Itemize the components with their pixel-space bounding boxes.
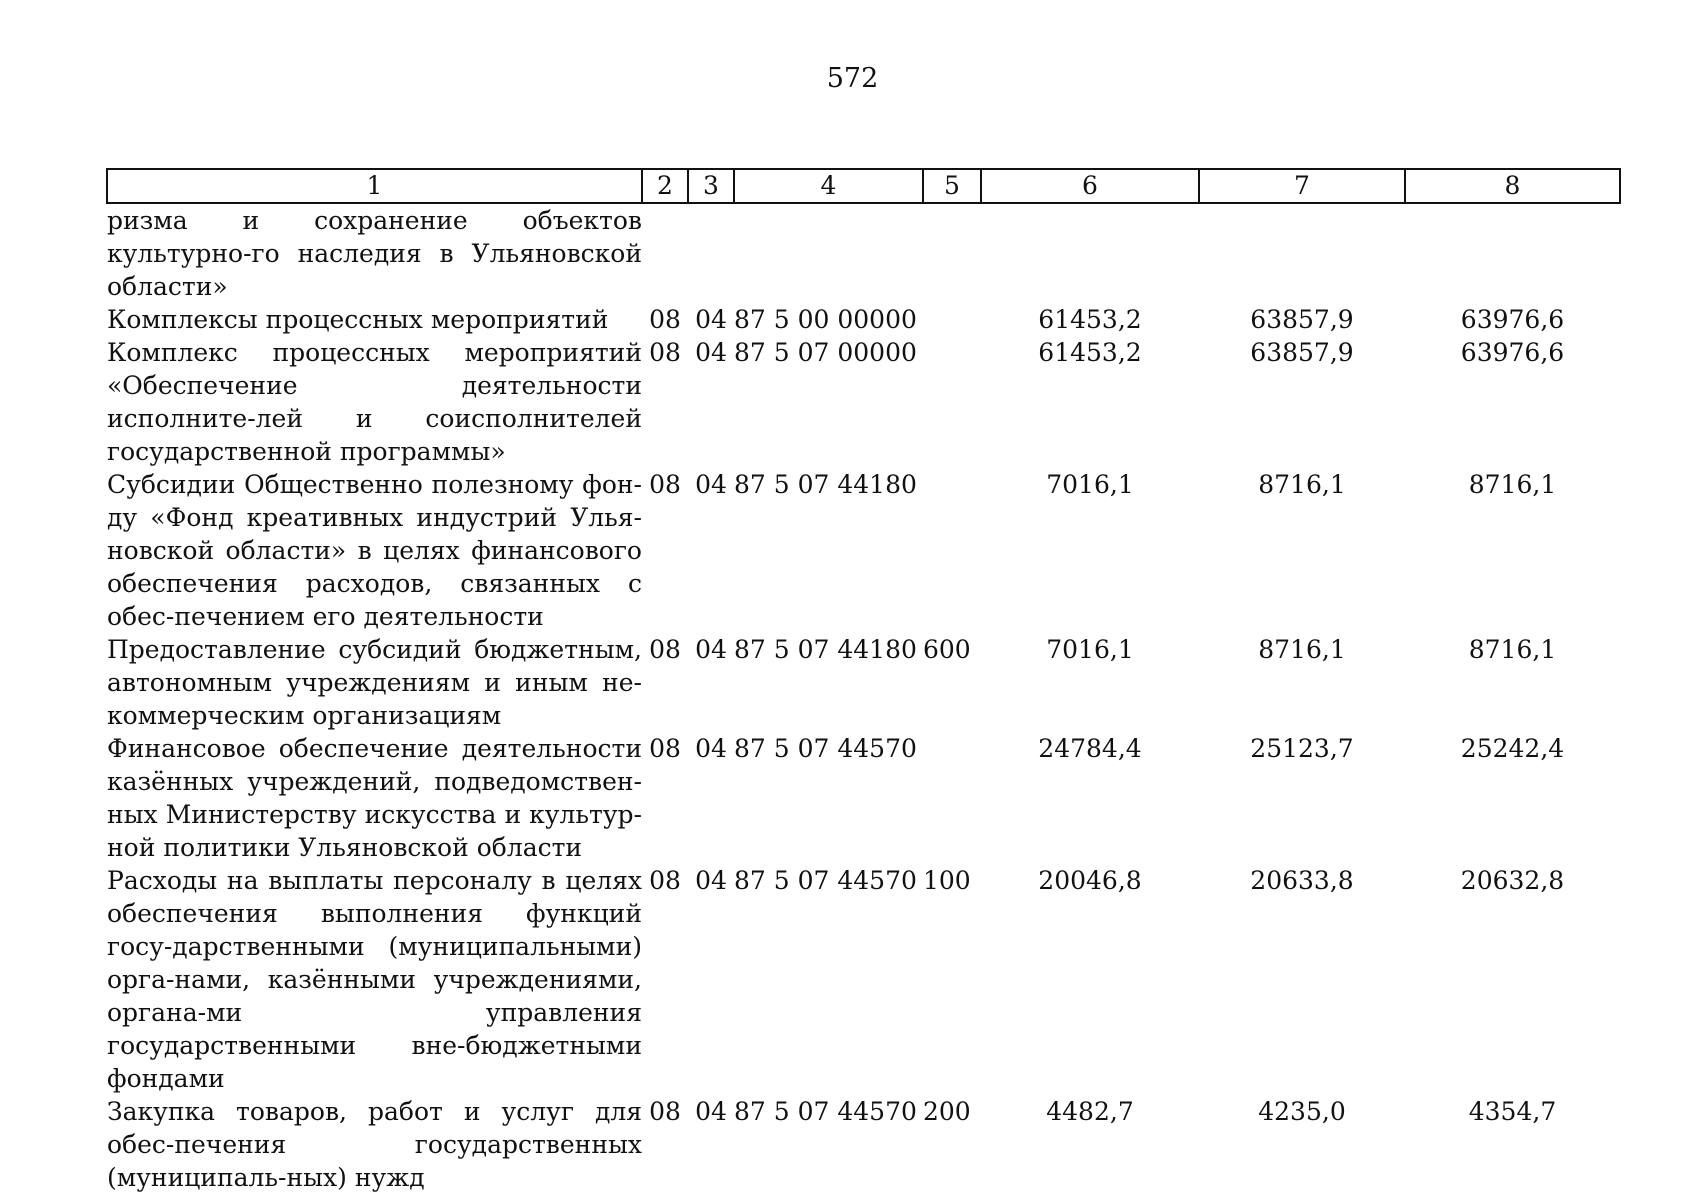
row-subsection: 04 <box>695 470 727 499</box>
row-name: Субсидии Общественно полезному фон-ду «Фонд креативных индустрий Улья-новской области» в целях финансового обеспечения расходов, связанных с обес-печением его деятельности <box>107 470 642 631</box>
row-name: Финансовое обеспечение деятельности казённых учреждений, подведомствен-ных Министерству искусства и культур-ной политики Ульяновской области <box>107 734 642 862</box>
row-name: Комплексы процессных мероприятий <box>107 305 609 334</box>
row-amount-6: 4482,7 <box>1046 1097 1134 1126</box>
table-header <box>107 169 1620 203</box>
row-expense-type <box>923 336 981 468</box>
row-amount-8: 25242,4 <box>1460 734 1565 763</box>
table-row <box>107 203 1620 303</box>
row-section <box>642 203 688 303</box>
header-col-6: 6 <box>981 169 1199 203</box>
row-target-article: 87 5 07 00000 <box>734 338 917 367</box>
header-col-4: 4 <box>734 169 923 203</box>
row-subsection: 04 <box>695 734 727 763</box>
row-amount-8: 8716,1 <box>1468 470 1557 499</box>
row-amount-7: 8716,1 <box>1258 470 1346 499</box>
row-expense-type <box>923 468 981 633</box>
row-subsection: 04 <box>695 338 727 367</box>
row-amount-6: 24784,4 <box>1038 734 1142 763</box>
table-body <box>107 203 1620 1194</box>
row-expense-type: 600 <box>923 635 971 664</box>
row-target-article <box>734 203 923 303</box>
row-name: Комплекс процессных мероприятий «Обеспечение деятельности исполните-лей и соисполнителей государственной программы» <box>107 338 642 466</box>
row-amount-6: 7016,1 <box>1046 635 1134 664</box>
row-subsection: 04 <box>695 305 727 334</box>
row-target-article: 87 5 07 44180 <box>734 470 917 499</box>
row-target-article: 87 5 07 44570 <box>734 734 917 763</box>
table-row <box>107 864 1620 1095</box>
row-target-article: 87 5 07 44180 <box>734 635 917 664</box>
row-amount-7: 25123,7 <box>1250 734 1354 763</box>
row-amount-7: 63857,9 <box>1250 338 1354 367</box>
row-expense-type: 100 <box>923 866 971 895</box>
row-section: 08 <box>649 734 681 763</box>
row-amount-6: 61453,2 <box>1038 305 1142 334</box>
row-name: Закупка товаров, работ и услуг для обес-печения государственных (муниципаль-ных) нужд <box>107 1097 642 1192</box>
row-amount-6 <box>981 203 1199 303</box>
table-row <box>107 303 1620 336</box>
row-amount-8: 8716,1 <box>1468 635 1557 664</box>
row-target-article: 87 5 07 44570 <box>734 866 917 895</box>
header-col-3: 3 <box>688 169 734 203</box>
row-amount-7: 4235,0 <box>1258 1097 1346 1126</box>
row-amount-8: 20632,8 <box>1460 866 1565 895</box>
header-row <box>107 169 1620 203</box>
page-number: 572 <box>826 63 879 94</box>
row-name: Расходы на выплаты персоналу в целях обеспечения выполнения функций госу-дарственными (муниципальными) орга-нами, казёнными учреждениями, органа-ми управления государственными вне-бюджетными фондами <box>107 866 642 1093</box>
row-section: 08 <box>649 1097 681 1126</box>
row-section: 08 <box>649 338 681 367</box>
row-amount-6: 61453,2 <box>1038 338 1142 367</box>
header-col-7: 7 <box>1199 169 1405 203</box>
table-row <box>107 1095 1620 1194</box>
row-expense-type: 200 <box>923 1097 971 1126</box>
row-amount-8 <box>1405 203 1620 303</box>
row-amount-8: 4354,7 <box>1468 1097 1557 1126</box>
header-col-5: 5 <box>923 169 981 203</box>
header-col-2: 2 <box>642 169 688 203</box>
row-target-article: 87 5 07 44570 <box>734 1097 917 1126</box>
table-row <box>107 468 1620 633</box>
row-amount-6: 7016,1 <box>1046 470 1134 499</box>
row-subsection: 04 <box>695 635 727 664</box>
row-expense-type <box>923 303 981 336</box>
row-amount-7: 8716,1 <box>1258 635 1346 664</box>
row-amount-7: 20633,8 <box>1250 866 1354 895</box>
table-row <box>107 336 1620 468</box>
row-section: 08 <box>649 470 681 499</box>
row-expense-type <box>923 203 981 303</box>
header-col-8: 8 <box>1405 169 1620 203</box>
row-subsection: 04 <box>695 866 727 895</box>
row-subsection: 04 <box>695 1097 727 1126</box>
row-section: 08 <box>649 305 681 334</box>
budget-table <box>106 168 1621 1194</box>
row-amount-6: 20046,8 <box>1038 866 1142 895</box>
row-section: 08 <box>649 635 681 664</box>
row-amount-7 <box>1199 203 1405 303</box>
header-col-1: 1 <box>107 169 642 203</box>
table-row <box>107 732 1620 864</box>
row-name: ризма и сохранение объектов культурно-го наследия в Ульяновской области» <box>107 206 642 301</box>
row-amount-7: 63857,9 <box>1250 305 1354 334</box>
row-section: 08 <box>649 866 681 895</box>
row-subsection <box>688 203 734 303</box>
row-name: Предоставление субсидий бюджетным, автономным учреждениям и иным не-коммерческим организациям <box>107 635 642 730</box>
row-expense-type <box>923 732 981 864</box>
row-amount-8: 63976,6 <box>1460 305 1565 334</box>
table-row <box>107 633 1620 732</box>
row-target-article: 87 5 00 00000 <box>734 305 917 334</box>
row-amount-8: 63976,6 <box>1460 338 1565 367</box>
